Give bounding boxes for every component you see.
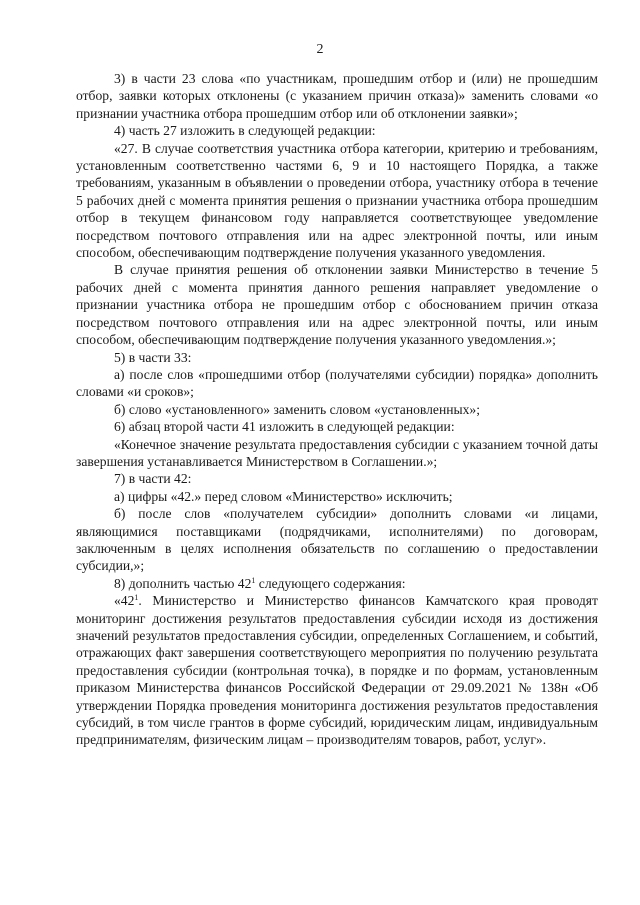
paragraph-5: 5) в части 33: <box>114 349 192 365</box>
paragraph-rejection: В случае принятия решения об отклонении заявки Министерство в течение 5 рабочих дней с момента принятия данного решения направляет уведомление о признании участника отбора не прошедшим отбор с обоснованием причин отказа посредством почтового отправления или на адрес электронной почты, или иным способом, обеспечивающим подтверждение получения указанного уведомления.»; <box>76 262 598 348</box>
paragraph-42-1 <box>76 592 598 749</box>
paragraph-7: 7) в части 42: <box>114 471 192 487</box>
paragraph-5a: а) после слов «прошедшими отбор (получателями субсидии) порядка» дополнить словами «и сроков»; <box>76 366 598 400</box>
paragraph-7b: б) после слов «получателем субсидии» дополнить словами «и лицами, являющимися поставщиками (подрядчиками, исполнителями) по договорам, заключенным в целях исполнения обязательств по соглашению о предоставлении субсидии,»; <box>76 506 598 574</box>
paragraph-27: «27. В случае соответствия участника отбора категории, критерию и требованиям, установленным соответственно частями 6, 9 и 10 настоящего Порядка, а также требованиям, указанным в объявлении о проведении отбора, участнику отбора в течение 5 рабочих дней с момента принятия решения о признании участника отбора прошедшим отбор в текущем финансовом году направляется соответствующее уведомление посредством почтового отправления или на адрес электронной почты, или иным способом, обеспечивающим подтверждение получения указанного уведомления. <box>76 140 598 261</box>
paragraph-8-after: следующего содержания: <box>255 575 406 591</box>
paragraph-3: 3) в части 23 слова «по участникам, прошедшим отбор и (или) не прошедшим отбор, заявки которых отклонены (с указанием причин отказа)» заменить словами «о признании участника отбора прошедшим отбор или об отклонении заявки»; <box>76 71 598 121</box>
paragraph-final-value: «Конечное значение результата предоставления субсидии с указанием точной даты завершения устанавливается Министерством в Соглашении.»; <box>76 436 598 469</box>
document-body <box>76 70 598 749</box>
paragraph-42-1-before: «42 <box>114 593 135 609</box>
paragraph-42-1-superscript: 1 <box>134 593 139 603</box>
paragraph-8-superscript: 1 <box>251 575 256 585</box>
paragraph-4: 4) часть 27 изложить в следующей редакции: <box>114 123 376 139</box>
paragraph-7a: а) цифры «42.» перед словом «Министерство» исключить; <box>114 488 453 504</box>
paragraph-5b: б) слово «установленного» заменить словом «установленных»; <box>114 401 481 417</box>
paragraph-6: 6) абзац второй части 41 изложить в следующей редакции: <box>114 419 455 435</box>
paragraph-42-1-text: . Министерство и Министерство финансов Камчатского края проводят мониторинг достижения результатов предоставления субсидии исходя из достижения значений результатов предоставления субсидии, определенных Соглашением, и событий, отражающих факт завершения соответствующего мероприятия по получению результата предоставления субсидии (контрольная точка), в порядке и по формам, установленным приказом Министерства финансов Российской Федерации от 29.09.2021 № 138н «Об утверждении Порядка проведения мониторинга достижения результатов предоставления субсидий, в том числе грантов в форме субсидий, юридическим лицам, индивидуальным предпринимателям, физическим лицам – производителям товаров, работ, услуг». <box>76 593 598 748</box>
paragraph-8 <box>76 575 598 592</box>
paragraph-8-before: 8) дополнить частью 42 <box>114 575 252 591</box>
page-number: 2 <box>316 42 324 57</box>
